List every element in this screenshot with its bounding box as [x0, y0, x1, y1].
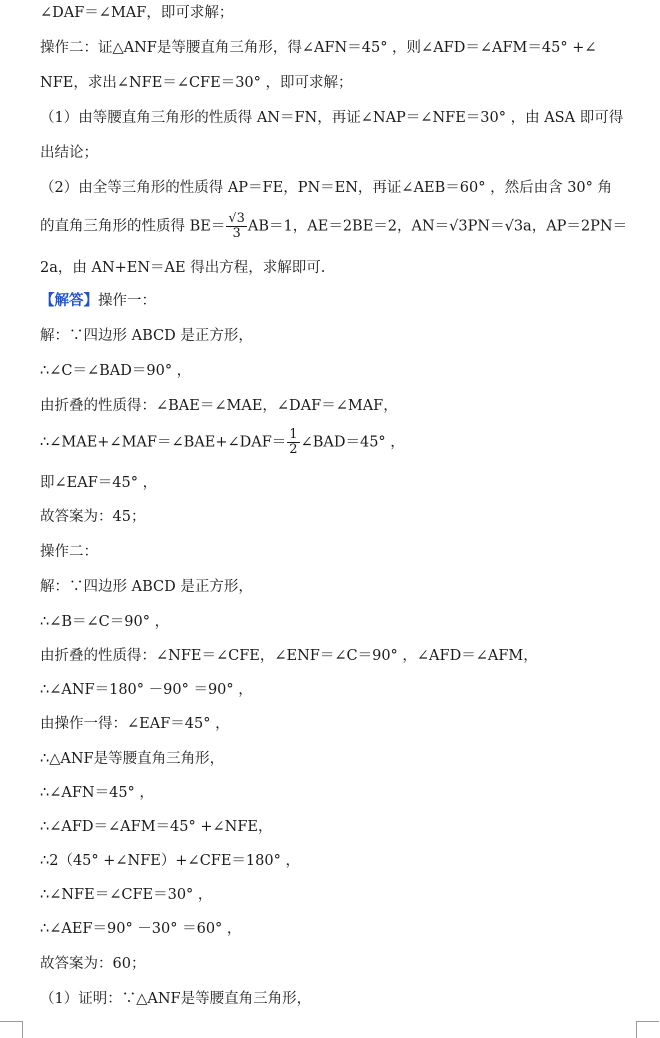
answer-heading	[40, 290, 640, 312]
text-line: 由操作一得：∠EAF＝45° ，	[40, 716, 230, 732]
line-text-after: AB＝1，AE＝2BE＝2，AN＝√3PN＝√3a，AP＝2PN＝	[247, 218, 628, 235]
text-line: ∴∠NFE＝∠CFE＝30° ，	[40, 887, 213, 903]
text-line: 由折叠的性质得：∠BAE＝∠MAE，∠DAF＝∠MAF，	[40, 398, 398, 414]
text-line: ∴2（45° +∠NFE）+∠CFE＝180° ，	[40, 853, 300, 869]
text-line: ∴∠AEF＝90° －30° ＝60° ，	[40, 921, 242, 937]
fraction-numerator: 1	[289, 428, 298, 442]
text-line: ∴∠AFD＝∠AFM＝45° +∠NFE，	[40, 819, 273, 835]
text-line: 操作二：证△ANF是等腰直角三角形，得∠AFN＝45° ，则∠AFD＝∠AFM＝45° +∠	[40, 40, 597, 56]
text-line: 故答案为：45；	[40, 509, 146, 525]
line-text-after: ∠BAD＝45° ，	[300, 434, 405, 451]
text-line: 由折叠的性质得：∠NFE＝∠CFE，∠ENF＝∠C＝90° ，∠AFD＝∠AFM，	[40, 648, 538, 664]
text-line: 即∠EAF＝45° ，	[40, 475, 158, 491]
page-corner-mark-left	[0, 1021, 23, 1038]
text-line: 操作二：	[40, 544, 98, 560]
text-line: ∴∠AFN＝45° ，	[40, 785, 154, 801]
line-text-before: 的直角三角形的性质得 BE＝	[40, 218, 226, 235]
fraction	[287, 428, 299, 457]
text-line: 2a，由 AN+EN＝AE 得出方程，求解即可.	[40, 260, 326, 276]
text-line: NFE，求出∠NFE＝∠CFE＝30° ，即可求解；	[40, 75, 353, 91]
text-line: ∠DAF＝∠MAF，即可求解；	[40, 5, 234, 21]
fraction	[226, 212, 247, 241]
page-corner-mark-right	[636, 1021, 659, 1038]
text-line: ∴△ANF是等腰直角三角形，	[40, 751, 225, 767]
text-line: 解：∵四边形 ABCD 是正方形，	[40, 579, 253, 595]
text-line-with-fraction	[40, 428, 640, 457]
text-line: ∴∠C＝∠BAD＝90° ，	[40, 363, 192, 379]
fraction-denominator: 2	[289, 442, 298, 457]
fraction-numerator: √3	[228, 212, 245, 226]
fraction-denominator: 3	[232, 226, 241, 241]
text-line: （1）由等腰直角三角形的性质得 AN＝FN，再证∠NAP＝∠NFE＝30° ，由 ASA 即可得	[40, 110, 624, 126]
line-text-before: ∴∠MAE+∠MAF＝∠BAE+∠DAF＝	[40, 434, 287, 451]
text-line: 出结论；	[40, 145, 98, 161]
text-line-with-fraction	[40, 212, 640, 241]
text-line: ∴∠ANF＝180° －90° ＝90° ，	[40, 682, 253, 698]
text-line: 解：∵四边形 ABCD 是正方形，	[40, 328, 253, 344]
text-line: ∴∠B＝∠C＝90° ，	[40, 614, 170, 630]
text-line: （1）证明：∵△ANF是等腰直角三角形，	[40, 991, 312, 1007]
answer-heading-text: 操作一：	[98, 293, 156, 309]
answer-tag: 【解答】	[40, 292, 98, 309]
text-line: 故答案为：60；	[40, 956, 146, 972]
text-line: （2）由全等三角形的性质得 AP＝FE，PN＝EN，再证∠AEB＝60° ，然后由含 30° 角	[40, 180, 613, 196]
